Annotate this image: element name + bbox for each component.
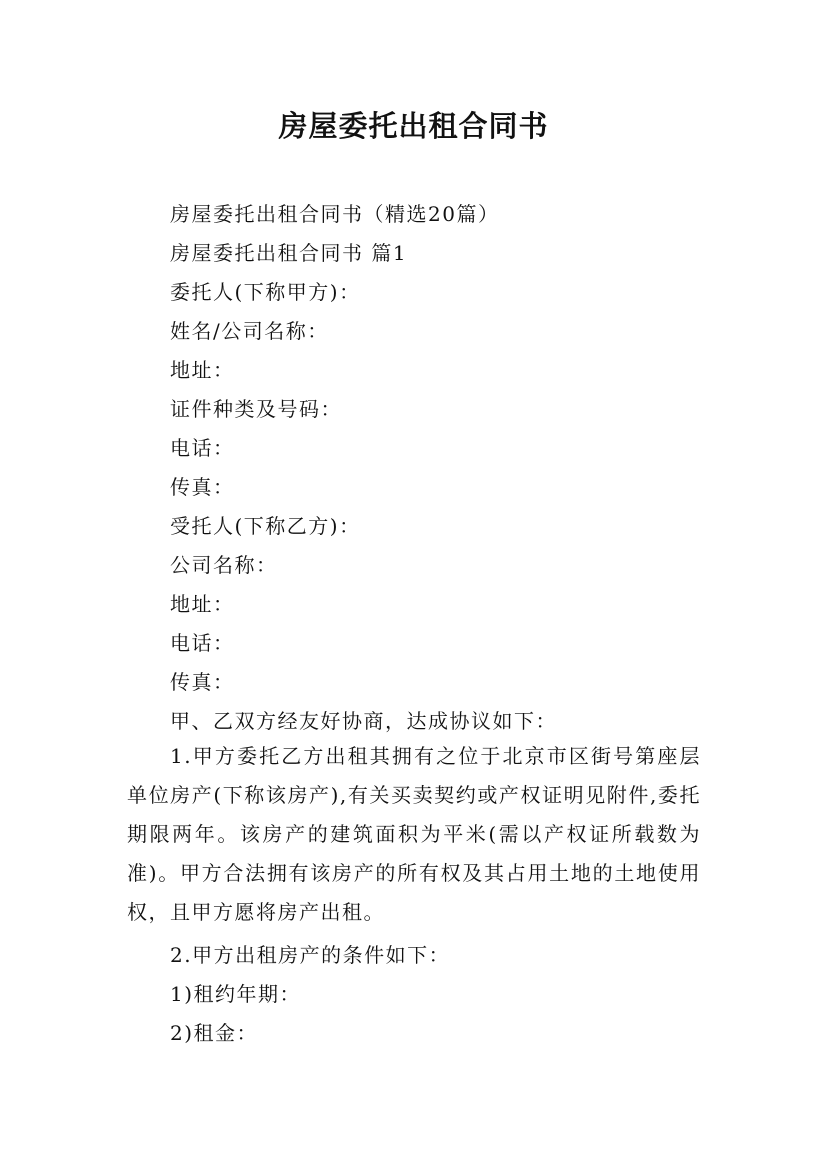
principal-heading: 委托人(下称甲方)： bbox=[170, 280, 361, 304]
document-title: 房屋委托出租合同书 bbox=[278, 109, 549, 143]
principal-fax-field: 传真： bbox=[170, 475, 235, 499]
agent-heading: 受托人(下称乙方)： bbox=[170, 514, 361, 538]
clause-1-paragraph: 1.甲方委托乙方出租其拥有之位于北京市区街号第座层单位房产(下称该房产),有关买卖契约或产权证明见附件,委托期限两年。该房产的建筑面积为平米(需以产权证所载数为准)。甲方合法拥有该房产的所有权及其占用土地的土地使用权，且甲方愿将房产出租。 bbox=[127, 744, 701, 924]
agent-phone-field: 电话： bbox=[170, 631, 235, 655]
principal-name-field: 姓名/公司名称： bbox=[170, 319, 329, 343]
subtitle-line: 房屋委托出租合同书（精选20篇） bbox=[170, 202, 500, 226]
agent-company-field: 公司名称： bbox=[170, 553, 278, 577]
lease-term-item: 1)租约年期： bbox=[170, 982, 302, 1006]
section-heading: 房屋委托出租合同书 篇1 bbox=[170, 241, 408, 265]
rent-item: 2)租金： bbox=[170, 1021, 259, 1045]
principal-address-field: 地址： bbox=[170, 358, 235, 382]
principal-phone-field: 电话： bbox=[170, 436, 235, 460]
principal-id-field: 证件种类及号码： bbox=[170, 397, 342, 421]
agreement-intro: 甲、乙双方经友好协商，达成协议如下： bbox=[170, 709, 557, 733]
agent-fax-field: 传真： bbox=[170, 670, 235, 694]
clause-2-heading: 2.甲方出租房产的条件如下： bbox=[170, 943, 451, 967]
agent-address-field: 地址： bbox=[170, 592, 235, 616]
